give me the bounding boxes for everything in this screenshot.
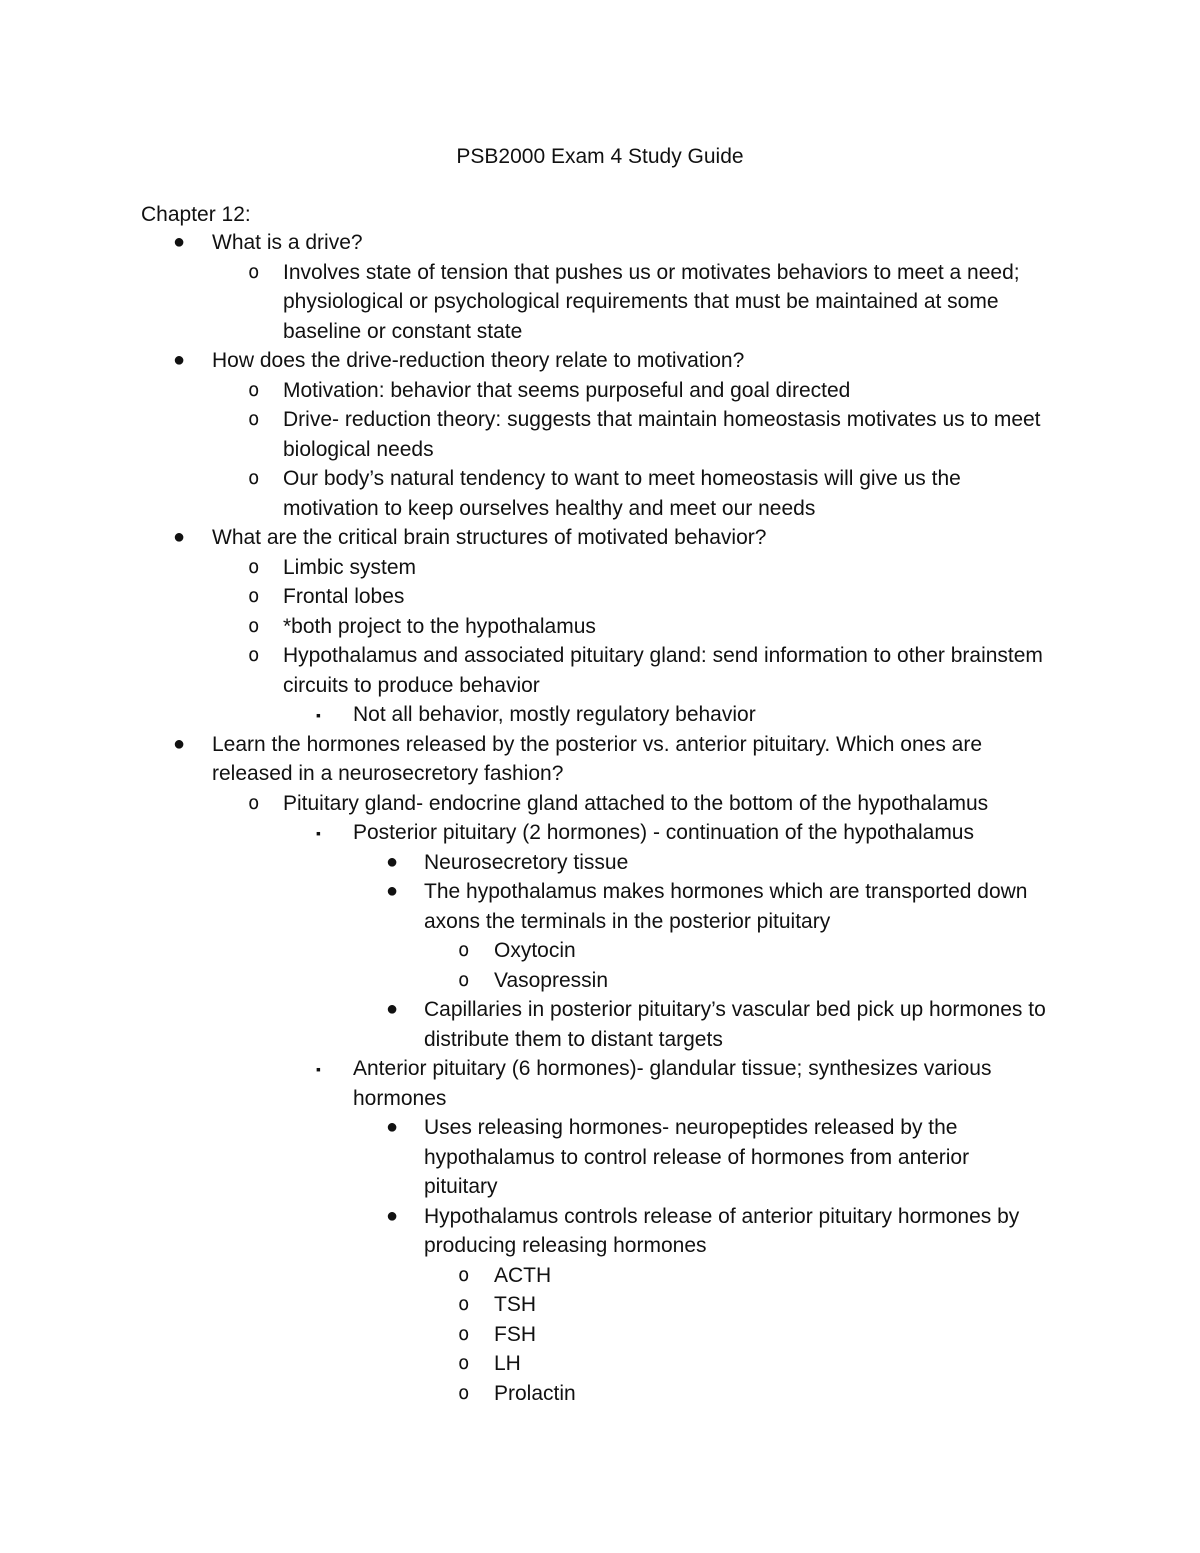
list-item (0, 641, 1048, 700)
item-text: Hypothalamus controls release of anterior pituitary hormones by producing releasing hormones (424, 1204, 1020, 1257)
item-text: Anterior pituitary (6 hormones)- glandular tissue; synthesizes various hormones (353, 1057, 992, 1110)
circle-marker: o (248, 614, 260, 637)
list-item (0, 523, 1048, 553)
circle-marker: o (458, 1322, 470, 1345)
list-item (0, 877, 1048, 936)
list-item (0, 582, 1048, 612)
item-text: Limbic system (283, 555, 417, 579)
list-item (0, 1320, 1048, 1350)
item-text: Posterior pituitary (2 hormones) - continuation of the hypothalamus (353, 821, 974, 844)
circle-marker: o (248, 378, 260, 401)
item-text: Hypothalamus and associated pituitary gland: send information to other brainstem circuits to produce behavior (283, 644, 1043, 697)
circle-marker: o (248, 585, 260, 607)
item-text: Learn the hormones released by the posterior vs. anterior pituitary. Which ones are released in a neurosecretory fashion? (212, 732, 983, 785)
bullet-marker: ● (386, 1116, 399, 1138)
list-item (0, 730, 1048, 789)
circle-marker: o (248, 644, 260, 666)
list-item (0, 1379, 1048, 1409)
item-text: Involves state of tension that pushes us or motivates behaviors to meet a need; physiological or psychological requirements that must be maintained at some baseline or constant state (283, 260, 1020, 343)
bullet-marker: ● (173, 526, 186, 548)
chapter-heading: Chapter 12: (141, 203, 251, 226)
list-item (0, 848, 1048, 878)
list-item (0, 346, 1048, 376)
item-text: The hypothalamus makes hormones which are transported down axons the terminals in the posterior pituitary (424, 880, 1028, 933)
list-item (0, 789, 1048, 819)
item-text: Vasopressin (494, 968, 609, 992)
circle-marker: o (458, 939, 470, 961)
circle-marker: o (248, 260, 260, 283)
item-text: Neurosecretory tissue (424, 850, 629, 874)
item-text: LH (494, 1352, 521, 1375)
list-item (0, 1202, 1048, 1261)
list-item (0, 936, 1048, 966)
circle-marker: o (248, 408, 260, 430)
bullet-marker: ● (386, 1204, 399, 1227)
list-item (0, 966, 1048, 996)
item-text: What is a drive? (212, 231, 363, 254)
bullet-marker: ● (173, 349, 186, 371)
page-title: PSB2000 Exam 4 Study Guide (456, 145, 744, 168)
item-text: Motivation: behavior that seems purposeful and goal directed (283, 378, 851, 402)
list-item (0, 1113, 1048, 1202)
list-item (0, 612, 1048, 642)
circle-marker: o (458, 1263, 470, 1286)
item-text: TSH (494, 1293, 536, 1316)
item-text: What are the critical brain structures of motivated behavior? (212, 526, 767, 549)
item-text: FSH (494, 1322, 536, 1346)
bullet-marker: ● (386, 998, 399, 1020)
study-outline (0, 228, 1200, 1408)
circle-marker: o (248, 791, 260, 814)
item-text: ACTH (494, 1263, 552, 1287)
bullet-marker: ● (386, 850, 399, 873)
square-marker: ▪ (316, 1061, 321, 1077)
item-text: Frontal lobes (283, 585, 405, 608)
item-text: Our body’s natural tendency to want to meet homeostasis will give us the motivation to keep ourselves healthy and meet our needs (283, 467, 961, 520)
item-text: Uses releasing hormones- neuropeptides released by the hypothalamus to control release of hormones from anterior pituitary (424, 1116, 970, 1198)
list-item (0, 228, 1048, 258)
list-item (0, 1261, 1048, 1291)
circle-marker: o (248, 467, 260, 489)
list-item (0, 405, 1048, 464)
circle-marker: o (458, 1352, 470, 1374)
bullet-marker: ● (173, 732, 186, 755)
item-text: Oxytocin (494, 939, 576, 962)
list-item (0, 1349, 1048, 1379)
circle-marker: o (458, 1293, 470, 1315)
list-item (0, 1290, 1048, 1320)
circle-marker: o (248, 555, 260, 578)
circle-marker: o (458, 1381, 470, 1404)
item-text: Prolactin (494, 1381, 576, 1405)
item-text: Pituitary gland- endocrine gland attached to the bottom of the hypothalamus (283, 791, 989, 815)
square-marker: ▪ (316, 825, 321, 841)
item-text: Drive- reduction theory: suggests that maintain homeostasis motivates us to meet biological needs (283, 408, 1041, 461)
item-text: How does the drive-reduction theory relate to motivation? (212, 349, 745, 372)
square-marker: ▪ (316, 707, 321, 723)
list-item (0, 376, 1048, 406)
bullet-marker: ● (386, 880, 399, 902)
item-text: *both project to the hypothalamus (283, 614, 596, 638)
list-item (0, 995, 1048, 1054)
circle-marker: o (458, 968, 470, 991)
list-item (0, 700, 1048, 730)
list-item (0, 464, 1048, 523)
list-item (0, 1054, 1048, 1113)
item-text: Capillaries in posterior pituitary’s vascular bed pick up hormones to distribute them to distant targets (424, 998, 1046, 1051)
list-item (0, 818, 1048, 848)
list-item (0, 258, 1048, 347)
list-item (0, 553, 1048, 583)
bullet-marker: ● (173, 231, 186, 253)
item-text: Not all behavior, mostly regulatory behavior (353, 703, 756, 726)
